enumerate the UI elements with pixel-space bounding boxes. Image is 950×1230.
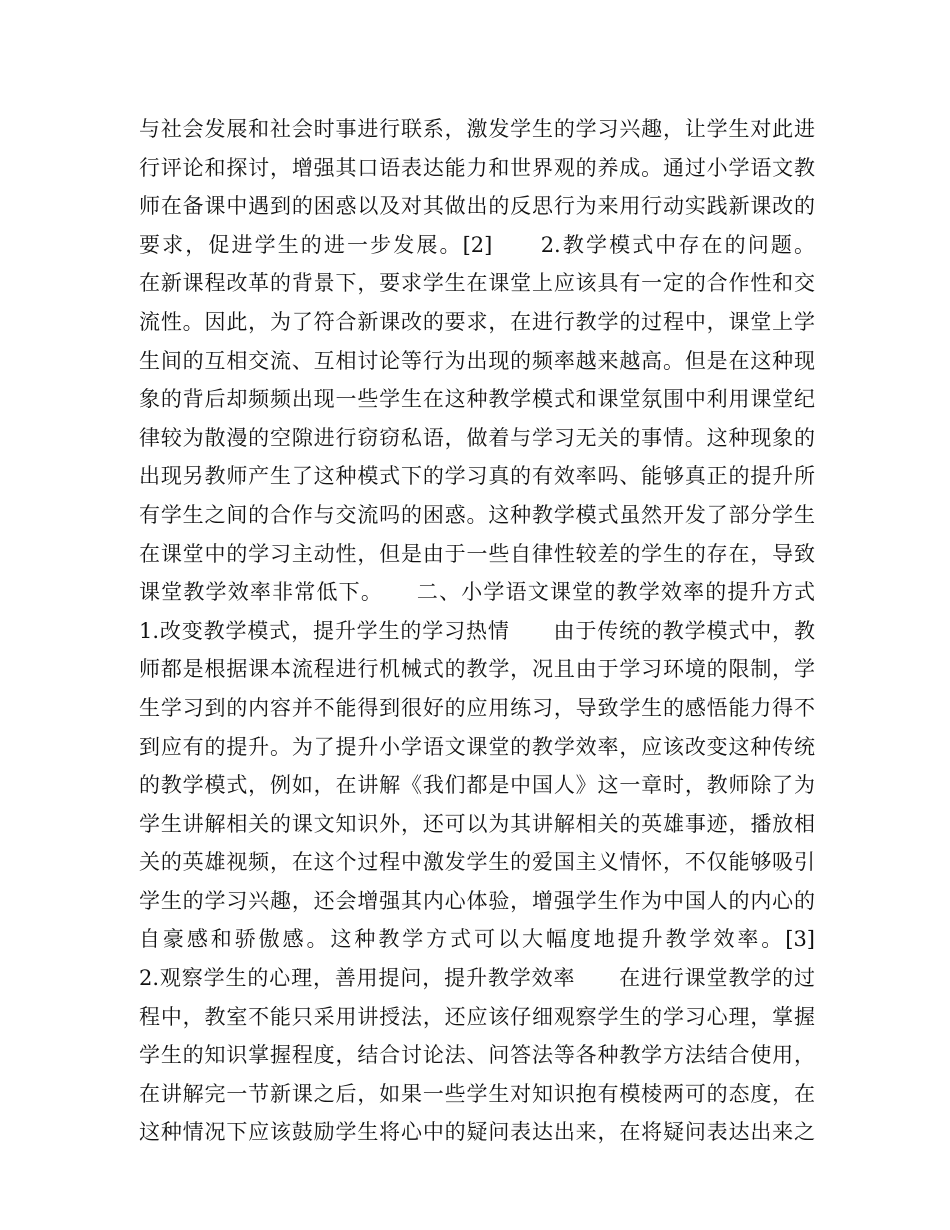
text-line: 学生讲解相关的课文知识外，还可以为其讲解相关的英雄事迹，播放相 xyxy=(139,811,815,836)
text-line: 在新课程改革的背景下，要求学生在课堂上应该具有一定的合作性和交 xyxy=(139,271,815,296)
text-line: 到应有的提升。为了提升小学语文课堂的教学效率，应该改变这种传统 xyxy=(139,734,815,759)
text-line: 与社会发展和社会时事进行联系，激发学生的学习兴趣，让学生对此进 xyxy=(139,117,815,141)
text-line: 生学习到的内容并不能得到很好的应用练习，导致学生的感悟能力得不 xyxy=(139,695,815,720)
text-line: 这种情况下应该鼓励学生将心中的疑问表达出来，在将疑问表达出来之 xyxy=(139,1120,815,1145)
text-line: 生间的互相交流、互相讨论等行为出现的频率越来越高。但是在这种现 xyxy=(139,348,815,373)
text-line: 师都是根据课本流程进行机械式的教学，况且由于学习环境的限制，学 xyxy=(139,657,815,682)
text-line: 在课堂中的学习主动性，但是由于一些自律性较差的学生的存在，导致 xyxy=(139,541,815,566)
text-line: 行评论和探讨，增强其口语表达能力和世界观的养成。通过小学语文教 xyxy=(139,155,815,180)
text-line: 自豪感和骄傲感。这种教学方式可以大幅度地提升教学效率。[3] xyxy=(139,927,815,952)
text-line: 课堂教学效率非常低下。 二、小学语文课堂的教学效率的提升方式 xyxy=(139,580,815,605)
text-line: 1.改变教学模式，提升学生的学习热情 由于传统的教学模式中，教 xyxy=(139,618,815,643)
text-line: 象的背后却频频出现一些学生在这种教学模式和课堂氛围中利用课堂纪 xyxy=(139,387,815,412)
text-line: 程中，教室不能只采用讲授法，还应该仔细观察学生的学习心理，掌握 xyxy=(139,1004,815,1029)
text-line: 在讲解完一节新课之后，如果一些学生对知识抱有模棱两可的态度，在 xyxy=(139,1081,815,1106)
text-line: 出现另教师产生了这种模式下的学习真的有效率吗、能够真正的提升所 xyxy=(139,464,815,489)
text-line: 流性。因此，为了符合新课改的要求，在进行教学的过程中，课堂上学 xyxy=(139,309,815,334)
text-line: 的教学模式，例如，在讲解《我们都是中国人》这一章时，教师除了为 xyxy=(139,773,815,798)
text-line: 2.观察学生的心理，善用提问，提升教学效率 在进行课堂教学的过 xyxy=(139,966,815,991)
text-line: 师在备课中遇到的困惑以及对其做出的反思行为来用行动实践新课改的 xyxy=(139,194,815,219)
text-line: 有学生之间的合作与交流吗的困惑。这种教学模式虽然开发了部分学生 xyxy=(139,502,815,527)
text-line: 学生的知识掌握程度，结合讨论法、问答法等各种教学方法结合使用， xyxy=(139,1043,815,1068)
text-line: 学生的学习兴趣，还会增强其内心体验，增强学生作为中国人的内心的 xyxy=(139,888,815,913)
text-line: 关的英雄视频，在这个过程中激发学生的爱国主义情怀，不仅能够吸引 xyxy=(139,850,815,875)
text-line: 要求，促进学生的进一步发展。[2] 2.教学模式中存在的问题。 xyxy=(139,232,815,257)
body-text xyxy=(139,110,815,1152)
text-line: 律较为散漫的空隙进行窃窃私语，做着与学习无关的事情。这种现象的 xyxy=(139,425,815,450)
